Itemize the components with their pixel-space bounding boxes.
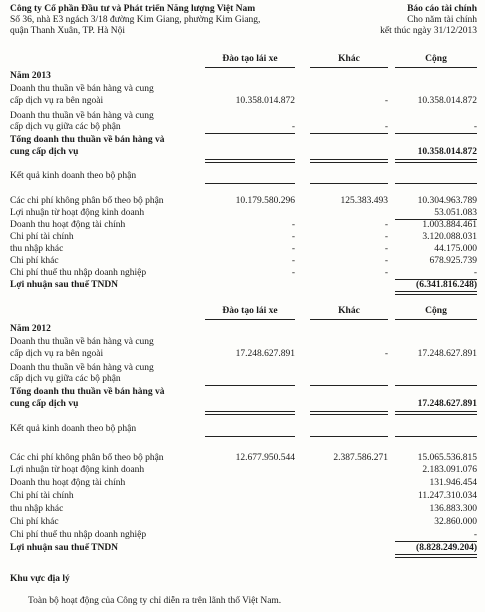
table-row: cung cấp dịch vụ 17.248.627.891 bbox=[10, 399, 477, 409]
double-underline bbox=[395, 291, 477, 295]
report-info bbox=[327, 4, 477, 37]
col-header-total: Cộng bbox=[425, 54, 447, 64]
table-row: Các chi phí không phân bổ theo bộ phận 12.677.950.544 2.387.586.271 15.065.536.815 bbox=[10, 453, 477, 463]
period-line-2: kết thúc ngày 31/12/2013 bbox=[380, 26, 477, 36]
divider bbox=[205, 436, 295, 437]
col-header-underline bbox=[205, 319, 295, 320]
table-row: Tổng doanh thu thuần về bán hàng và bbox=[10, 135, 165, 145]
table-row: Lợi nhuận từ hoạt động kinh doanh 2.183.091.076 bbox=[10, 465, 477, 475]
table-row: thu nhập khác - - 44.175.000 bbox=[10, 244, 477, 254]
col-header-underline bbox=[205, 67, 295, 68]
col-header-other: Khác bbox=[338, 306, 360, 316]
company-name: Công ty Cổ phần Đầu tư và Phát triển Năng lượng Việt Nam bbox=[10, 4, 256, 14]
table-row: Chi phí tài chính 11.247.310.034 bbox=[10, 491, 477, 501]
double-underline bbox=[395, 159, 477, 163]
table-row: Lợi nhuận từ hoạt động kinh doanh 53.051.083 bbox=[10, 208, 477, 218]
col-header-driving: Đào tạo lái xe bbox=[222, 306, 278, 316]
company-info bbox=[10, 4, 340, 37]
table-row: Doanh thu hoạt động tài chính - - 1.003.884.461 bbox=[10, 220, 477, 230]
table-row: Chi phí thuế thu nhập doanh nghiệp - - - bbox=[10, 268, 477, 278]
address-line-1: Số 36, nhà E3 ngách 3/18 đường Kim Giang, phường Kim Giang, bbox=[10, 15, 261, 25]
divider bbox=[395, 436, 477, 437]
table-row: Lợi nhuận sau thuế TNDN (6.341.816.248) bbox=[10, 280, 477, 290]
period-line-1: Cho năm tài chính bbox=[407, 15, 477, 25]
col-header-driving: Đào tạo lái xe bbox=[222, 54, 278, 64]
table-row: Chi phí thuế thu nhập doanh nghiệp - bbox=[10, 530, 477, 540]
col-header-total: Cộng bbox=[425, 306, 447, 316]
table-row: Doanh thu thuần về bán hàng và cung bbox=[10, 337, 154, 347]
table-row: Lợi nhuận sau thuế TNDN (8.828.249.204) bbox=[10, 543, 477, 553]
year-label: Năm 2013 bbox=[10, 71, 51, 81]
table-row: cấp dịch vụ ra bên ngoài 17.248.627.891 - 17.248.627.891 bbox=[10, 349, 477, 359]
double-underline bbox=[395, 554, 477, 558]
col-header-underline bbox=[395, 67, 477, 68]
divider bbox=[205, 183, 295, 184]
col-header-underline bbox=[395, 319, 477, 320]
col-header-underline bbox=[310, 67, 388, 68]
double-underline bbox=[310, 411, 388, 415]
table-row: cấp dịch vụ giữa các bộ phận - - - bbox=[10, 122, 477, 132]
year-label: Năm 2012 bbox=[10, 324, 51, 334]
divider bbox=[310, 436, 388, 437]
table-row: Kết quả kinh doanh theo bộ phận bbox=[10, 171, 137, 181]
col-header-other: Khác bbox=[338, 54, 360, 64]
table-row: cấp dịch vụ giữa các bộ phận bbox=[10, 374, 121, 384]
table-row: Kết quả kinh doanh theo bộ phận bbox=[10, 424, 137, 434]
table-row: cung cấp dịch vụ 10.358.014.872 bbox=[10, 147, 477, 157]
address-line-2: quận Thanh Xuân, TP. Hà Nội bbox=[10, 26, 125, 36]
report-title: Báo cáo tài chính bbox=[407, 4, 477, 14]
col-header-underline bbox=[310, 319, 388, 320]
table-row: Tổng doanh thu thuần về bán hàng và bbox=[10, 387, 165, 397]
double-underline bbox=[395, 411, 477, 415]
table-row: cấp dịch vụ ra bên ngoài 10.358.014.872 - 10.358.014.872 bbox=[10, 96, 477, 106]
divider bbox=[395, 183, 477, 184]
double-underline bbox=[205, 159, 295, 163]
double-underline bbox=[310, 159, 388, 163]
double-underline bbox=[205, 411, 295, 415]
table-row: Doanh thu thuần về bán hàng và cung bbox=[10, 84, 154, 94]
table-row: Chi phí khác 32.860.000 bbox=[10, 517, 477, 527]
table-row: Chi phí khác - - 678.925.739 bbox=[10, 256, 477, 266]
region-text: Toàn bộ hoạt động của Công ty chỉ diễn ra trên lãnh thổ Việt Nam. bbox=[28, 596, 282, 606]
divider bbox=[310, 183, 388, 184]
table-row: Chi phí tài chính - - 3.120.088.031 bbox=[10, 232, 477, 242]
table-row: thu nhập khác 136.883.300 bbox=[10, 504, 477, 514]
table-row: Doanh thu thuần về bán hàng và cung bbox=[10, 111, 154, 121]
table-row: Doanh thu thuần về bán hàng và cung bbox=[10, 363, 154, 373]
table-row: Doanh thu hoạt động tài chính 131.946.454 bbox=[10, 478, 477, 488]
region-title: Khu vực địa lý bbox=[10, 574, 70, 584]
table-row: Các chi phí không phân bổ theo bộ phận 10.179.580.296 125.383.493 10.304.963.789 bbox=[10, 196, 477, 206]
